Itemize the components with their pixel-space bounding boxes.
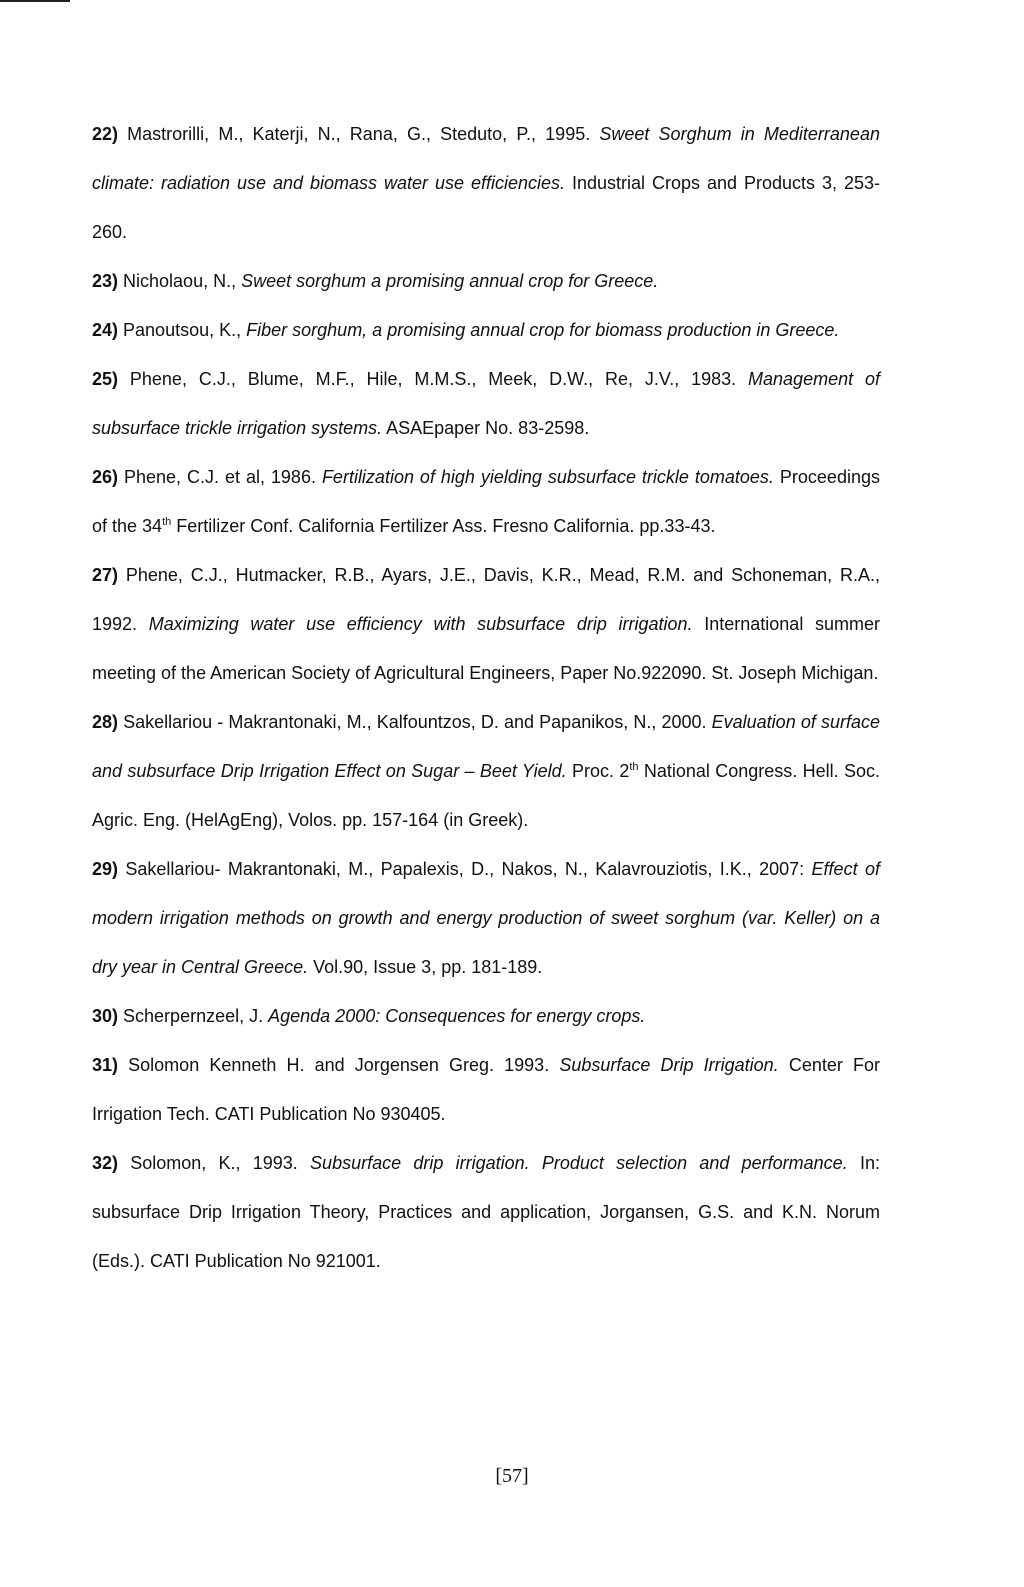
reference-item: 32) Solomon, K., 1993. Subsurface drip irrigation. Product selection and performance. In: subsurface Drip Irrigation Theory, Practices and application, Jorgansen, G.S. and K.N. Norum (Eds.). CATI Publication No 921001. xyxy=(92,1153,880,1271)
reference-item: 25) Phene, C.J., Blume, M.F., Hile, M.M.S., Meek, D.W., Re, J.V., 1983. Management of subsurface trickle irrigation systems. ASAEpaper No. 83-2598. xyxy=(92,369,880,438)
page-number: [57] xyxy=(495,1465,529,1487)
reference-item: 24) Panoutsou, K., Fiber sorghum, a promising annual crop for biomass production in Greece. xyxy=(92,320,840,340)
reference-item: 23) Nicholaou, N., Sweet sorghum a promising annual crop for Greece. xyxy=(92,271,659,291)
reference-item: 22) Mastrorilli, M., Katerji, N., Rana, G., Steduto, P., 1995. Sweet Sorghum in Mediterranean climate: radiation use and biomass water use efficiencies. Industrial Crops and Products 3, 253-260. xyxy=(92,124,880,242)
reference-list xyxy=(92,110,880,1286)
reference-item: 30) Scherpernzeel, J. Agenda 2000: Consequences for energy crops. xyxy=(92,1006,646,1026)
scan-edge-mark xyxy=(0,0,70,2)
reference-item: 26) Phene, C.J. et al, 1986. Fertilization of high yielding subsurface trickle tomatoes. Proceedings of the 34th Fertilizer Conf. California Fertilizer Ass. Fresno California. pp.33-43. xyxy=(92,467,880,536)
reference-item: 31) Solomon Kenneth H. and Jorgensen Greg. 1993. Subsurface Drip Irrigation. Center For Irrigation Tech. CATI Publication No 930405. xyxy=(92,1055,880,1124)
reference-item: 29) Sakellariou- Makrantonaki, M., Papalexis, D., Nakos, N., Kalavrouziotis, I.K., 2007: Effect of modern irrigation methods on growth and energy production of sweet sorghum (var. Keller) on a dry year in Central Greece. Vol.90, Issue 3, pp. 181-189. xyxy=(92,859,880,977)
reference-item: 27) Phene, C.J., Hutmacker, R.B., Ayars, J.E., Davis, K.R., Mead, R.M. and Schoneman, R.A., 1992. Maximizing water use efficiency with subsurface drip irrigation. International summer meeting of the American Society of Agricultural Engineers, Paper No.922090. St. Joseph Michigan. xyxy=(92,565,880,683)
reference-item: 28) Sakellariou - Makrantonaki, M., Kalfountzos, D. and Papanikos, N., 2000. Evaluation of surface and subsurface Drip Irrigation Effect on Sugar – Beet Yield. Proc. 2th National Congress. Hell. Soc. Agric. Eng. (HelAgEng), Volos. pp. 157-164 (in Greek). xyxy=(92,712,880,830)
